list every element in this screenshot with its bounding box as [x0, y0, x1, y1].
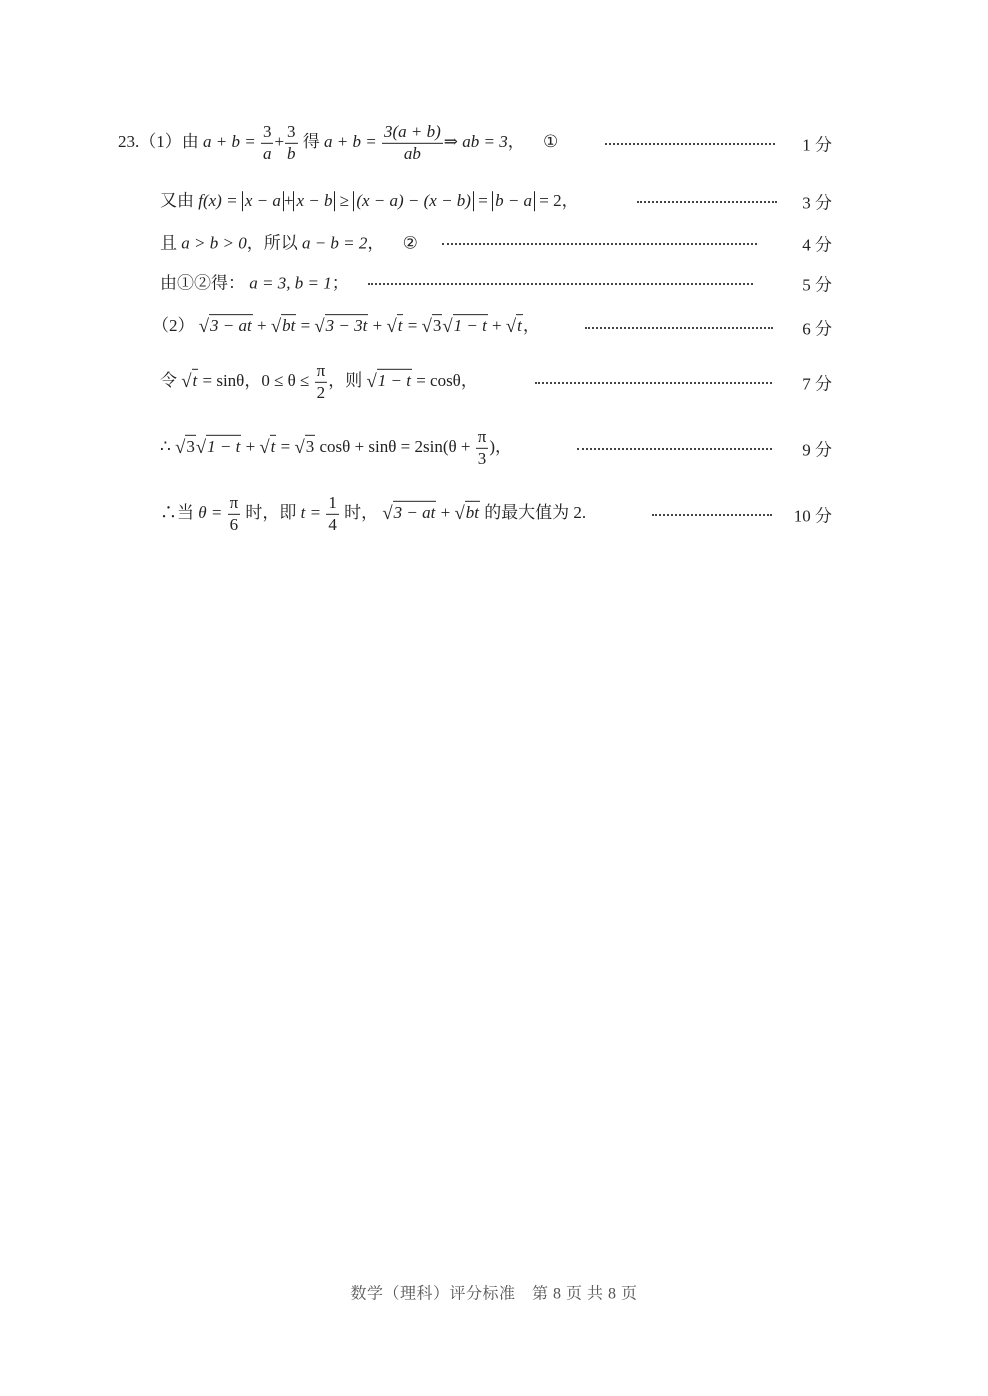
solution-line-5: [0, 316, 988, 339]
line-1-math: 23.（1）由 a + b = $\frac{3}{a}$ + $\frac{3}{b}$ 得 a + b = $\frac{3(a + b)}{ab}$ ⇒ ab = 3， ①: [118, 121, 559, 163]
leader-dots: [637, 201, 777, 203]
fraction: $\frac{\pi}{6}$: [229, 492, 239, 534]
fraction: $\frac{3(a + b)}{ab}$: [384, 121, 441, 163]
sqrt: √bt: [454, 502, 479, 524]
line-6-math: 令 √t = sinθ，0 ≤ θ ≤ $\frac{\pi}{2}$ ，则 √1 − t = cosθ，: [160, 360, 478, 402]
score-label: 7 分: [802, 374, 832, 394]
fraction: $\frac{\pi}{3}$: [477, 426, 487, 468]
solution-line-3: [0, 233, 988, 255]
leader-dots: [442, 243, 757, 245]
line-3-math: 且 a > b > 0，所以 a − b = 2， ②: [160, 233, 418, 253]
solution-line-8: [0, 492, 988, 534]
sqrt: √t: [259, 436, 276, 458]
problem-number: 23.: [118, 131, 140, 151]
sqrt: √3: [421, 316, 442, 338]
page-footer: 数学（理科）评分标准 第 8 页 共 8 页: [350, 1285, 638, 1303]
fraction: $\frac{3}{a}$: [262, 121, 272, 163]
solution-line-4: [0, 273, 988, 295]
line-5-math: （2） √3 − at + √bt = √3 − 3t + √t = √3√1 − t + √t，: [152, 316, 540, 338]
sqrt: √3 − at: [382, 502, 436, 524]
circled-two: ②: [402, 233, 418, 253]
score-label: 1 分: [802, 135, 832, 155]
line-8-math: ∴当 θ = $\frac{\pi}{6}$ 时，即 t = $\frac{1}{4}$ 时， √3 − at + √bt 的最大值为 2.: [160, 492, 587, 534]
score-label: 9 分: [802, 440, 832, 460]
fraction: $\frac{3}{b}$: [287, 121, 296, 163]
sqrt: √t: [386, 316, 403, 338]
score-label: 3 分: [802, 193, 832, 213]
sqrt: √3 − 3t: [314, 316, 368, 338]
solution-line-7: [0, 426, 988, 468]
leader-dots: [605, 143, 775, 145]
leader-dots: [577, 448, 772, 450]
line-4-math: 由①②得： a = 3, b = 1；: [160, 273, 349, 293]
solution-line-6: [0, 360, 988, 402]
score-label: 4 分: [802, 235, 832, 255]
sqrt: √t: [505, 316, 522, 338]
sqrt: √1 − t: [442, 316, 487, 338]
sqrt: √1 − t: [366, 370, 411, 392]
sqrt: √3 − at: [198, 316, 252, 338]
fraction: $\frac{1}{4}$: [328, 492, 337, 534]
sqrt: √3: [175, 436, 195, 458]
leader-dots: [368, 283, 753, 285]
sqrt: √t: [181, 370, 198, 392]
leader-dots: [535, 382, 772, 384]
leader-dots: [585, 327, 773, 329]
score-label: 10 分: [793, 506, 832, 526]
line-7-math: ∴ √3√1 − t + √t = √3 cosθ + sinθ = 2sin(θ + $\frac{\pi}{3}$ )，: [160, 426, 512, 468]
score-label: 5 分: [802, 275, 832, 295]
fraction: $\frac{\pi}{2}$: [316, 360, 326, 402]
sqrt: √bt: [270, 316, 296, 338]
leader-dots: [652, 514, 772, 516]
circled-one: ①: [543, 131, 559, 151]
score-label: 6 分: [802, 319, 832, 339]
sqrt: √3: [294, 436, 315, 458]
solution-line-1: [0, 121, 988, 163]
line-2-math: 又由 f(x) = x − a + x − b ≥ (x − a) − (x − b) = b − a = 2，: [160, 191, 579, 211]
solution-line-2: [0, 191, 988, 213]
sqrt: √1 − t: [195, 436, 241, 458]
